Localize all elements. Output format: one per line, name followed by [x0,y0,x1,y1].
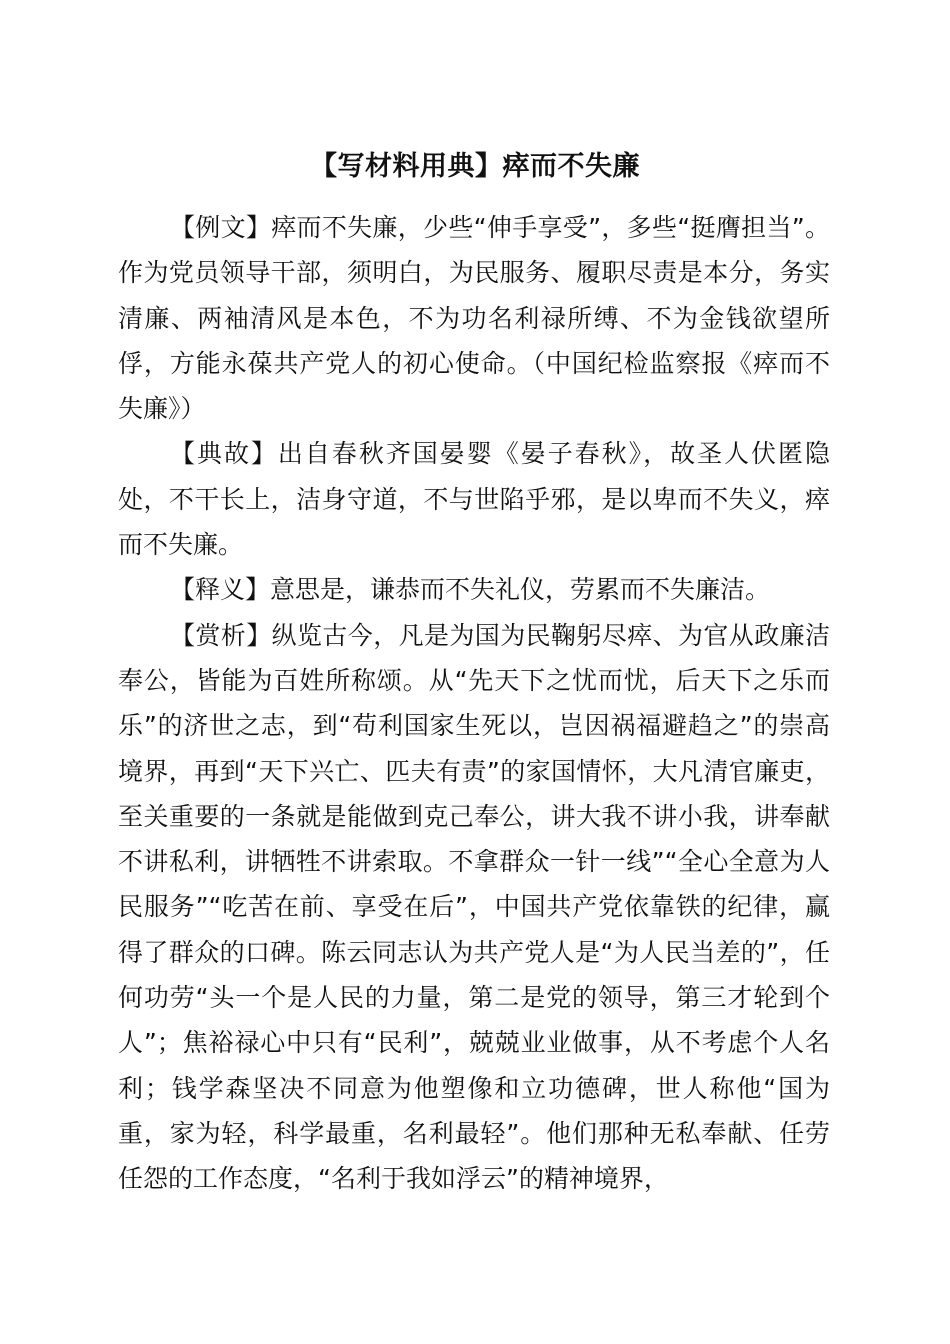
document-title: 【写材料用典】瘁而不失廉 [310,151,640,182]
document-body [118,205,830,1202]
paragraph-meaning: 【释义】意思是，谦恭而不失礼仪，劳累而不失廉洁。 [170,575,771,605]
paragraph-example: 【例文】瘁而不失廉，少些“伸手享受”，多些“挺膺担当”。作为党员领导干部，须明白，为民服务、履职尽责是本分，务实清廉、两袖清风是本色，不为功名利禄所缚、不为金钱欲望所俘，方能永葆共产党人的初心使命。（中国纪检监察报《瘁而不失廉》） [118,213,830,424]
paragraph-appreciation: 【赏析】纵览古今，凡是为国为民鞠躬尽瘁、为官从政廉洁奉公，皆能为百姓所称颂。从“先天下之忧而忧，后天下之乐而乐”的济世之志，到“苟利国家生死以，岂因祸福避趋之”的崇高境界，再到“天下兴亡、匹夫有责”的家国情怀，大凡清官廉吏，至关重要的一条就是能做到克己奉公，讲大我不讲小我，讲奉献不讲私利，讲牺牲不讲索取。不拿群众一针一线”“全心全意为人民服务”“吃苦在前、享受在后”，中国共产党依靠铁的纪律，赢得了群众的口碑。陈云同志认为共产党人是“为人民当差的”，任何功劳“头一个是人民的力量，第二是党的领导，第三才轮到个人”；焦裕禄心中只有“民利”，兢兢业业做事，从不考虑个人名利；钱学森坚决不同意为他塑像和立功德碑，世人称他“国为重，家为轻，科学最重，名利最轻”。他们那种无私奉献、任劳任怨的工作态度，“名利于我如浮云”的精神境界， [118,620,830,1194]
paragraph-origin: 【典故】出自春秋齐国晏婴《晏子春秋》，故圣人伏匿隐处，不干长上，洁身守道，不与世陷乎邪，是以卑而不失义，瘁而不失廉。 [118,439,830,560]
